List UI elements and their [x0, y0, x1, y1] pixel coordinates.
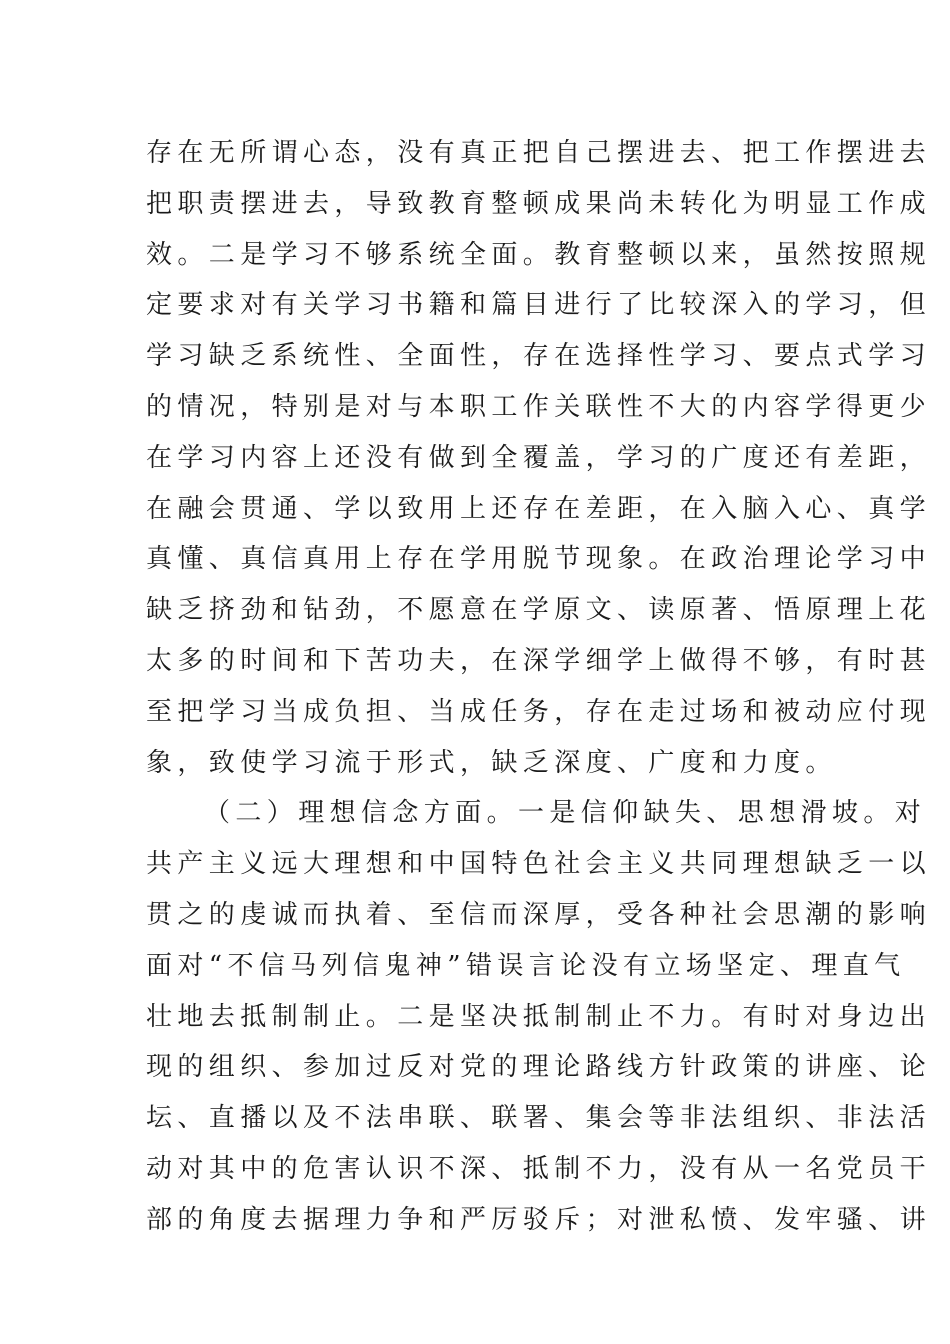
text-line: 效。二是学习不够系统全面。教育整顿以来，虽然按照规: [146, 239, 932, 270]
text-line: 真懂、真信真用上存在学用脱节现象。在政治理论学习中: [146, 544, 932, 575]
text-line: 部的角度去据理力争和严厉驳斥；对泄私愤、发牢骚、讲: [146, 1204, 932, 1235]
text-line: 学习缺乏系统性、全面性，存在选择性学习、要点式学习: [146, 341, 932, 372]
text-line: 坛、直播以及不法串联、联署、集会等非法组织、非法活: [146, 1103, 932, 1134]
text-line: 定要求对有关学习书籍和篇目进行了比较深入的学习，但: [146, 290, 932, 321]
text-line: 动对其中的危害认识不深、抵制不力，没有从一名党员干: [146, 1153, 932, 1184]
text-line: 把职责摆进去，导致教育整顿成果尚未转化为明显工作成: [146, 188, 932, 219]
text-line: 缺乏挤劲和钻劲，不愿意在学原文、读原著、悟原理上花: [146, 595, 932, 626]
paragraph-heading-line: （二）理想信念方面。一是信仰缺失、思想滑坡。对: [204, 798, 927, 829]
text-line: 存在无所谓心态，没有真正把自己摆进去、把工作摆进去: [146, 138, 932, 168]
text-line: 壮地去抵制制止。二是坚决抵制制止不力。有时对身边出: [146, 1001, 932, 1032]
text-line: 贯之的虔诚而执着、至信而深厚，受各种社会思潮的影响: [146, 899, 932, 930]
document-body: [146, 128, 932, 1246]
text-line: 在学习内容上还没有做到全覆盖，学习的广度还有差距，: [146, 442, 932, 473]
text-line: 太多的时间和下苦功夫，在深学细学上做得不够，有时甚: [146, 645, 932, 676]
text-line: 至把学习当成负担、当成任务，存在走过场和被动应付现: [146, 696, 932, 727]
text-line: 在融会贯通、学以致用上还存在差距，在入脑入心、真学: [146, 493, 932, 524]
text-line: 共产主义远大理想和中国特色社会主义共同理想缺乏一以: [146, 849, 932, 880]
text-line: 现的组织、参加过反对党的理论路线方针政策的讲座、论: [146, 1052, 932, 1083]
text-line: 面对“不信马列信鬼神”错误言论没有立场坚定、理直气: [146, 950, 906, 981]
text-line: 的情况，特别是对与本职工作关联性不大的内容学得更少: [146, 391, 932, 422]
text-line: 象，致使学习流于形式，缺乏深度、广度和力度。: [146, 747, 837, 778]
